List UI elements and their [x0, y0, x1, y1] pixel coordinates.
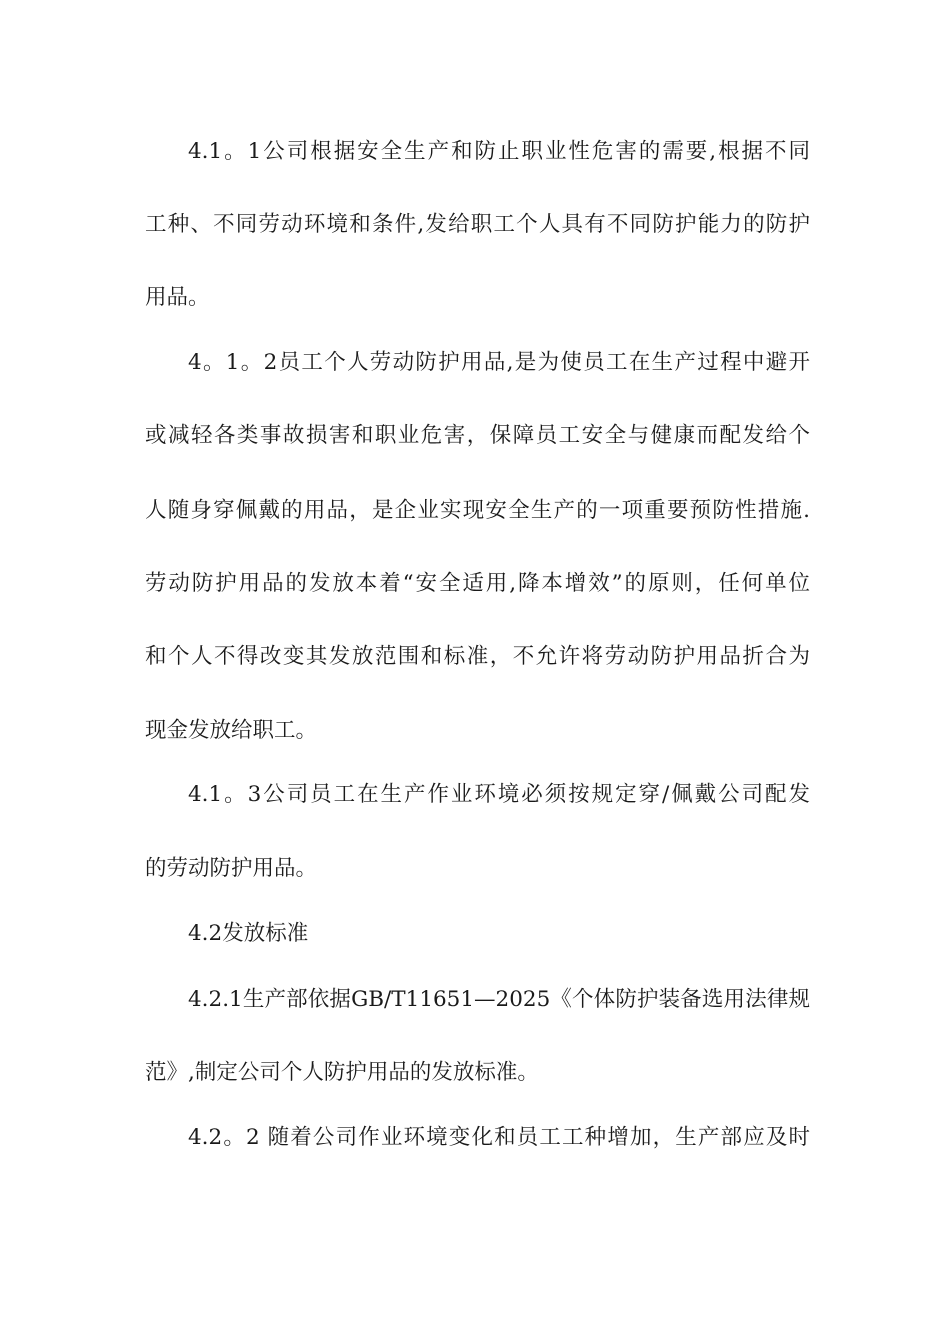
paragraph-4-1-2-line-1: 4。1。2员工个人劳动防护用品,是为使员工在生产过程中避开: [188, 350, 810, 375]
paragraph-4-1-2-line-6: 现金发放给职工。: [145, 718, 318, 743]
paragraph-4-1-2-line-3: 人随身穿佩戴的用品，是企业实现安全生产的一项重要预防性措施.: [145, 498, 810, 523]
paragraph-4-1-2-line-2: 或减轻各类事故损害和职业危害，保障员工安全与健康而配发给个: [145, 423, 810, 448]
paragraph-4-1-2-line-5: 和个人不得改变其发放范围和标准，不允许将劳动防护用品折合为: [145, 644, 810, 669]
paragraph-4-2-1-line-2: 范》,制定公司个人防护用品的发放标准。: [145, 1060, 539, 1085]
paragraph-4-2-2-line-1: 4.2。2 随着公司作业环境变化和员工工种增加，生产部应及时: [188, 1125, 810, 1150]
paragraph-4-1-3-line-1: 4.1。3公司员工在生产作业环境必须按规定穿/佩戴公司配发: [188, 782, 810, 807]
section-heading-4-2: 4.2发放标准: [188, 921, 309, 946]
paragraph-4-1-1-line-2: 工种、不同劳动环境和条件,发给职工个人具有不同防护能力的防护: [145, 212, 810, 237]
paragraph-4-2-1-line-1: 4.2.1生产部依据GB/T11651—2025《个体防护装备选用法律规: [188, 987, 810, 1012]
paragraph-4-1-3-line-2: 的劳动防护用品。: [145, 856, 318, 881]
paragraph-4-1-2-line-4: 劳动防护用品的发放本着“安全适用,降本增效”的原则，任何单位: [145, 571, 810, 596]
paragraph-4-1-1-line-1: 4.1。1公司根据安全生产和防止职业性危害的需要,根据不同: [188, 139, 810, 164]
paragraph-4-1-1-line-3: 用品。: [145, 285, 210, 310]
